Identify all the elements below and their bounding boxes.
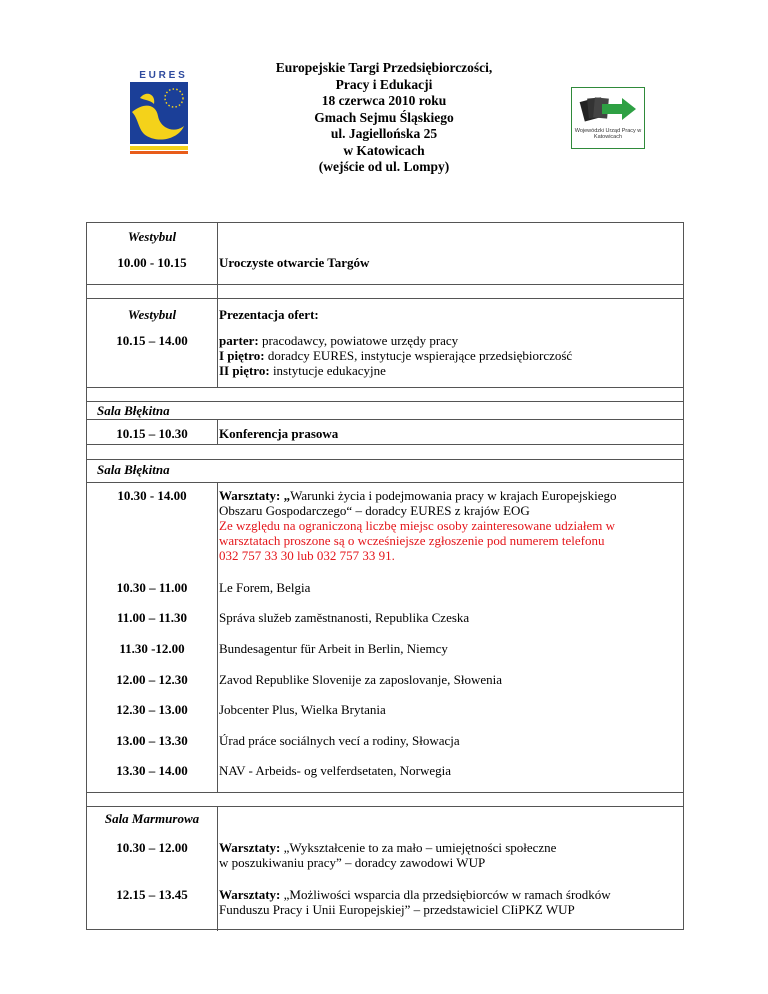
floor-text: pracodawcy, powiatowe urzędy pracy — [258, 333, 459, 348]
session-text: Bundesagentur für Arbeit in Berlin, Niemcy — [219, 641, 448, 656]
row-divider — [87, 806, 683, 807]
header-line-6: w Katowicach — [343, 142, 425, 158]
floor-label: parter: — [219, 333, 259, 348]
workshop-label: Warsztaty: — [219, 840, 281, 855]
column-divider — [217, 482, 218, 792]
header-line-1: Europejskie Targi Przedsiębiorczości, — [275, 60, 493, 75]
time-slot: 11.00 – 11.30 — [116, 610, 188, 625]
event-title: Konferencja prasowa — [219, 426, 339, 441]
workshop-text: „Możliwości wsparcia dla przedsiębiorców w ramach środków — [280, 887, 611, 902]
header-line-5: ul. Jagiellońska 25 — [330, 126, 438, 141]
time-slot: 10.30 - 14.00 — [117, 488, 187, 503]
floor-label: I piętro: — [219, 348, 265, 363]
row-divider — [87, 792, 683, 793]
row-divider — [87, 482, 683, 483]
time-slot: 10.00 - 10.15 — [117, 255, 187, 270]
registration-note: Ze względu na ograniczoną liczbę miejsc osoby zainteresowane udziałem w — [219, 518, 615, 533]
floor-item — [219, 363, 679, 378]
floor-item — [219, 348, 679, 363]
workshop-label: Warsztaty: „ — [219, 488, 291, 503]
row-divider — [87, 298, 683, 299]
time-slot: 10.30 – 12.00 — [116, 840, 188, 855]
workshop-text: Obszaru Gospodarczego“ – doradcy EURES z krajów EOG — [219, 503, 530, 518]
header-line-7: (wejście od ul. Lompy) — [318, 159, 450, 174]
workshop-description — [219, 887, 679, 917]
workshop-text: Warunki życia i podejmowania pracy w krajach Europejskiego — [290, 488, 617, 503]
location-label: Westybul — [127, 307, 177, 322]
workshop-text: Funduszu Pracy i Unii Europejskiej” – przedstawiciel CIiPKZ WUP — [219, 902, 575, 917]
event-title: Uroczyste otwarcie Targów — [219, 255, 370, 270]
time-slot: 10.15 – 14.00 — [116, 333, 188, 348]
workshop-description — [219, 840, 679, 870]
floor-label: II piętro: — [219, 363, 270, 378]
session-text: Jobcenter Plus, Wielka Brytania — [219, 702, 386, 717]
session-text: NAV - Arbeids- og velferdsetaten, Norwegia — [219, 763, 452, 778]
registration-note: warsztatach proszone są o wcześniejsze zgłoszenie pod numerem telefonu — [219, 533, 605, 548]
event-title: Prezentacja ofert: — [219, 307, 319, 322]
row-divider — [87, 387, 683, 388]
floor-text: doradcy EURES, instytucje wspierające przedsiębiorczość — [264, 348, 573, 363]
session-text: Správa služeb zaměstnanosti, Republika Czeska — [219, 610, 470, 625]
column-divider — [217, 223, 218, 387]
wup-logo — [571, 87, 645, 149]
time-slot: 12.30 – 13.00 — [116, 702, 188, 717]
time-slot: 13.30 – 14.00 — [116, 763, 188, 778]
time-slot: 11.30 -12.00 — [119, 641, 185, 656]
time-slot: 13.00 – 13.30 — [116, 733, 188, 748]
eures-logo — [126, 68, 198, 158]
header-line-3: 18 czerwca 2010 roku — [321, 93, 447, 108]
time-slot: 10.15 – 10.30 — [116, 426, 188, 441]
session-text: Le Forem, Belgia — [219, 580, 311, 595]
row-divider — [87, 419, 683, 420]
workshop-text: „Wykształcenie to za mało – umiejętności społeczne — [280, 840, 557, 855]
time-slot: 12.00 – 12.30 — [116, 672, 188, 687]
session-text: Zavod Republike Slovenije za zaposlovanje, Słowenia — [219, 672, 503, 687]
registration-phone: 032 757 33 30 lub 032 757 33 91. — [219, 548, 395, 563]
column-divider — [217, 419, 218, 444]
header-line-4: Gmach Sejmu Śląskiego — [314, 109, 454, 125]
workshop-text: w poszukiwaniu pracy” – doradcy zawodowi WUP — [219, 855, 486, 870]
time-slot: 12.15 – 13.45 — [116, 887, 188, 902]
time-slot: 10.30 – 11.00 — [116, 580, 188, 595]
location-label: Sala Marmurowa — [104, 811, 200, 826]
page-header — [200, 60, 568, 176]
eures-logo-text: E U R E S — [139, 70, 185, 81]
wup-logo-caption: Wojewódzki Urząd Pracy w Katowicach — [574, 128, 642, 140]
floor-list — [219, 333, 679, 378]
row-divider — [87, 284, 683, 285]
location-label: Sala Błękitna — [97, 403, 170, 418]
column-divider — [217, 806, 218, 931]
location-label: Sala Błękitna — [97, 462, 170, 477]
header-line-2: Pracy i Edukacji — [335, 76, 433, 92]
session-text: Úrad práce sociálnych vecí a rodiny, Słowacja — [219, 733, 460, 748]
location-label: Westybul — [127, 229, 177, 244]
workshop-description — [219, 488, 679, 563]
workshop-label: Warsztaty: — [219, 887, 281, 902]
floor-text: instytucje edukacyjne — [269, 363, 386, 378]
row-divider — [87, 401, 683, 402]
floor-item — [219, 333, 679, 348]
row-divider — [87, 444, 683, 445]
row-divider — [87, 459, 683, 460]
schedule-table — [86, 222, 684, 930]
